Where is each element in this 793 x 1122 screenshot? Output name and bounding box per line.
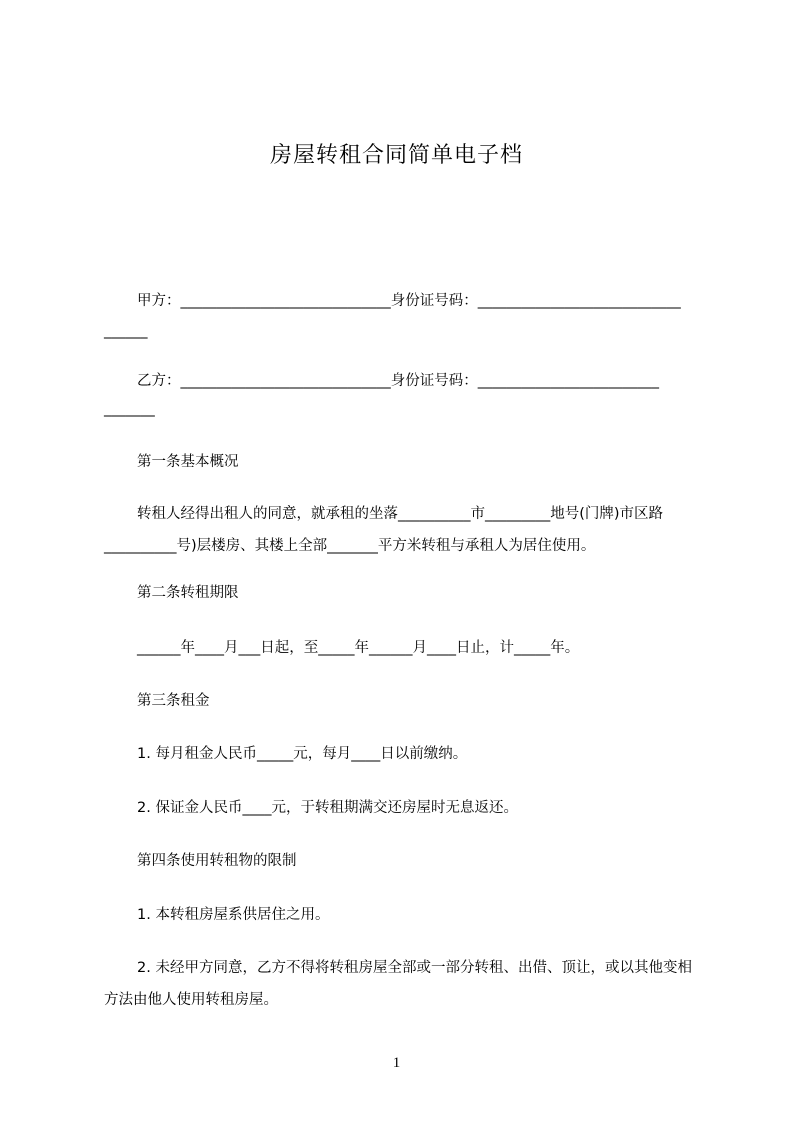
document-title: 房屋转租合同简单电子档 (269, 143, 523, 168)
party-b-line: 乙方：_____________________________身份证号码：_________________________ (137, 373, 659, 389)
article3-heading: 第三条租金 (137, 693, 210, 709)
article2-text: ______年____月___日起，至_____年______月____日止，计_____年。 (137, 640, 580, 656)
article3-item1: 1. 每月租金人民币_____元，每月____日以前缴纳。 (137, 746, 468, 762)
article1-heading: 第一条基本概况 (137, 454, 239, 470)
article4-heading: 第四条使用转租物的限制 (137, 853, 297, 869)
page-number: 1 (392, 1055, 401, 1071)
party-b-wrap: _______ (104, 401, 155, 417)
article3-item2: 2. 保证金人民币____元，于转租期满交还房屋时无息返还。 (137, 800, 518, 816)
article2-heading: 第二条转租期限 (137, 585, 239, 601)
article4-item2: 2. 未经甲方同意，乙方不得将转租房屋全部或一部分转租、出借、顶让，或以其他变相方法由他人使用转租房屋。 (104, 960, 692, 1008)
article1-text: 转租人经得出租人的同意，就承租的坐落__________市_________地号(门牌)市区路__________号)层楼房、其楼上全部_______平方米转租与承租人为居住使用。 (104, 506, 664, 554)
party-a-wrap: ______ (104, 323, 148, 339)
article4-item1: 1. 本转租房屋系供居住之用。 (137, 907, 330, 923)
party-a-line: 甲方：_____________________________身份证号码：____________________________ (137, 293, 681, 309)
